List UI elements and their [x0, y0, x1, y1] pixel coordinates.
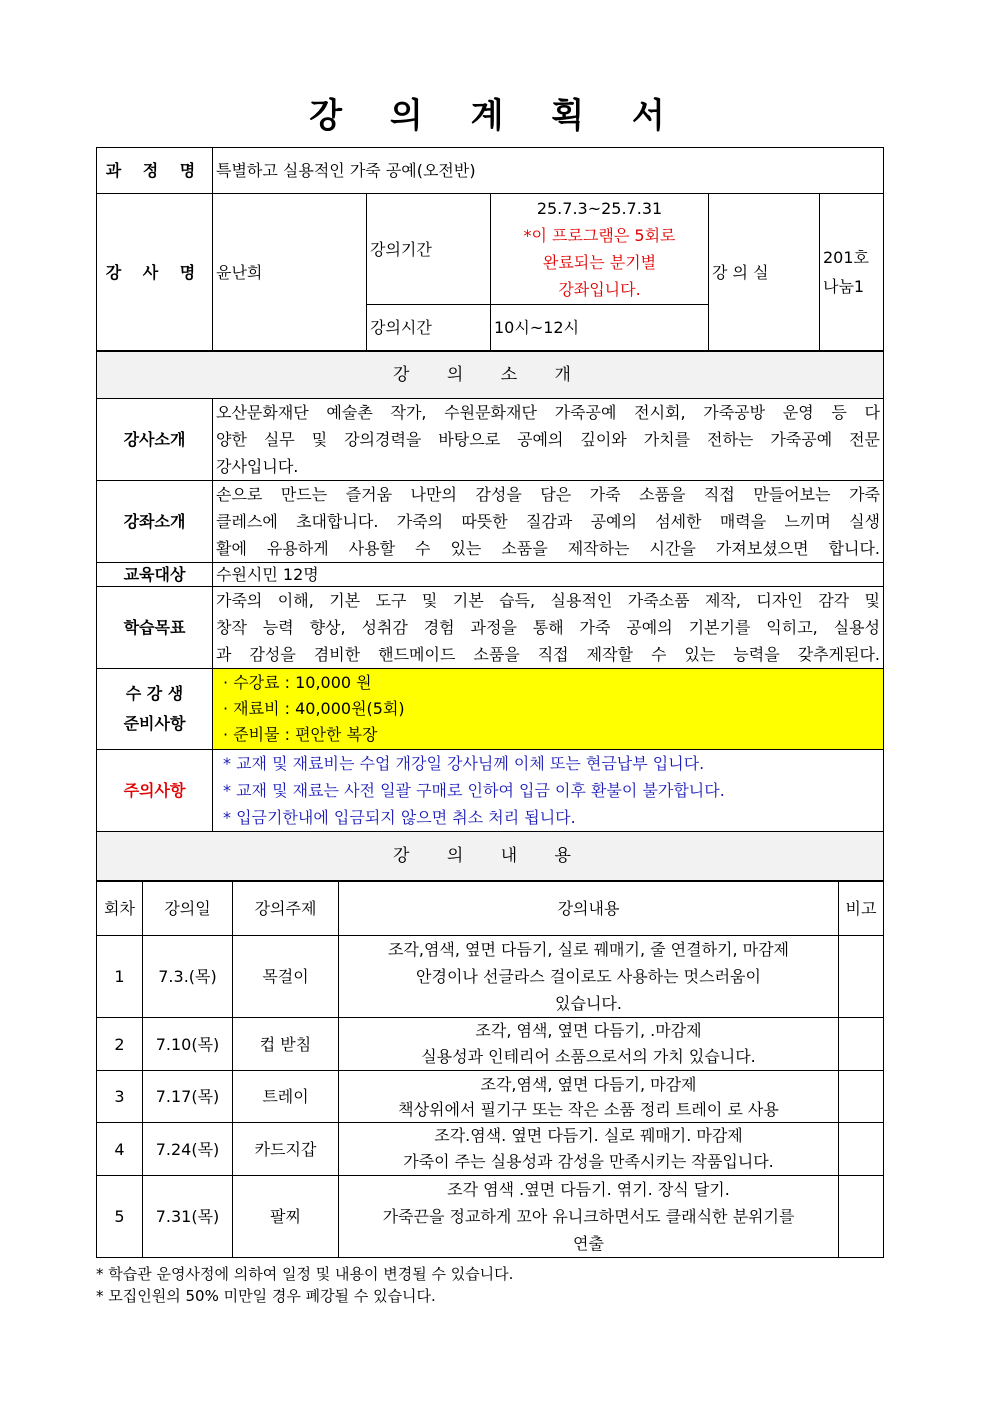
goal-label: 학습목표: [97, 587, 213, 669]
room-label: 강 의 실: [709, 194, 820, 351]
session-number: 3: [97, 1071, 143, 1123]
table-row: [97, 1123, 884, 1176]
document-title: 강 의 계 획 서: [309, 96, 683, 136]
period-note-line-1: *이 프로그램은 5회로: [523, 226, 676, 245]
header-topic: 강의주제: [233, 881, 339, 936]
session-topic: 팔찌: [233, 1176, 339, 1258]
target-value: 수원시민 12명: [213, 563, 884, 587]
instructor-intro-line-2: 양한 실무 및 강의경력을 바탕으로 공예의 깊이와 가치를 전하는 가죽공예 전문: [216, 430, 880, 449]
prep-label-line-1: 수 강 생: [125, 684, 184, 703]
content-line: 조각 염색 .옆면 다듬기. 엮기. 장식 달기.: [447, 1180, 730, 1199]
schedule-table: [96, 880, 884, 1258]
goal-line-2: 창작 능력 향상, 성취감 경험 과정을 통해 가죽 공예의 기본기를 익히고, 실용성: [216, 618, 880, 637]
time-value: 10시~12시: [491, 305, 709, 351]
room-value-cell: [820, 194, 884, 351]
session-number: 5: [97, 1176, 143, 1258]
room-value-line-1: 201호: [823, 248, 869, 267]
footnote-schedule-change: * 학습관 운영사정에 의하여 일정 및 내용이 변경될 수 있습니다.: [96, 1265, 514, 1283]
time-label: 강의시간: [367, 305, 491, 351]
period-value-cell: [491, 194, 709, 305]
session-date: 7.10(목): [143, 1018, 233, 1071]
session-content: [339, 1071, 839, 1123]
table-row: [97, 936, 884, 1018]
goal-line-3: 과 감성을 겸비한 핸드메이드 소품을 직접 제작할 수 있는 능력을 갖추게된다.: [216, 645, 880, 664]
caution-item-2: * 교재 및 재료는 사전 일괄 구매로 인하여 입금 이후 환불이 불가합니다.: [223, 781, 725, 800]
session-topic: 카드지갑: [233, 1123, 339, 1176]
table-row: [97, 1071, 884, 1123]
prep-label-line-2: 준비사항: [123, 714, 186, 733]
intro-table: [96, 351, 884, 882]
prep-items: [213, 669, 884, 750]
instructor-intro-label: 강사소개: [97, 399, 213, 481]
content-line: 안경이나 선글라스 걸이로도 사용하는 멋스러움이: [416, 967, 761, 986]
course-intro-line-1: 손으로 만드는 즐거움 나만의 감성을 담은 가죽 소품을 직접 만들어보는 가죽: [216, 485, 880, 504]
course-intro-line-3: 활에 유용하게 사용할 수 있는 소품을 제작하는 시간을 가져보셨으면 합니다.: [216, 539, 880, 558]
instructor-intro-line-1: 오산문화재단 예술촌 작가, 수원문화재단 가죽공예 전시회, 가죽공방 운영 등 다: [216, 403, 880, 422]
header-session: 회차: [97, 881, 143, 936]
content-line: 가죽끈을 정교하게 꼬아 유니크하면서도 클래식한 분위기를: [382, 1207, 795, 1226]
content-line: 조각,염색, 옆면 다듬기, 실로 꿰매기, 줄 연결하기, 마감제: [387, 940, 790, 959]
session-date: 7.3.(목): [143, 936, 233, 1018]
course-name-value: 특별하고 실용적인 가죽 공예(오전반): [213, 148, 884, 194]
session-date: 7.31(목): [143, 1176, 233, 1258]
instructor-name-value: 윤난희: [213, 194, 367, 351]
session-remarks: [839, 1123, 884, 1176]
header-date: 강의일: [143, 881, 233, 936]
session-date: 7.24(목): [143, 1123, 233, 1176]
period-value: 25.7.3~25.7.31: [536, 199, 663, 218]
caution-item-1: * 교재 및 재료비는 수업 개강일 강사님께 이체 또는 현금납부 입니다.: [223, 754, 705, 773]
session-remarks: [839, 936, 884, 1018]
goal-text: [213, 587, 884, 669]
room-value-line-2: 나눔1: [823, 277, 865, 296]
course-info-table: [96, 147, 884, 351]
period-note-line-2: 완료되는 분기별: [542, 253, 657, 272]
session-topic: 컵 받침: [233, 1018, 339, 1071]
content-section-header: 강 의 내 용: [97, 832, 884, 882]
session-topic: 목걸이: [233, 936, 339, 1018]
caution-items: [213, 750, 884, 832]
intro-section-header: 강 의 소 개: [97, 352, 884, 399]
prep-label: [97, 669, 213, 750]
period-label: 강의기간: [367, 194, 491, 305]
caution-item-3: * 입금기한내에 입금되지 않으면 취소 처리 됩니다.: [223, 808, 576, 827]
prep-item-fee: · 수강료 : 10,000 원: [223, 673, 372, 692]
session-content: [339, 1176, 839, 1258]
instructor-intro-text: [213, 399, 884, 481]
content-line: 조각,염색, 옆면 다듬기, 마감제: [480, 1074, 697, 1094]
prep-item-supplies: · 준비물 : 편안한 복장: [223, 725, 378, 744]
session-number: 1: [97, 936, 143, 1018]
session-remarks: [839, 1018, 884, 1071]
session-date: 7.17(목): [143, 1071, 233, 1123]
session-topic: 트레이: [233, 1071, 339, 1123]
content-line: 가죽이 주는 실용성과 감성을 만족시키는 작품입니다.: [403, 1152, 774, 1171]
session-number: 2: [97, 1018, 143, 1071]
session-content: [339, 1018, 839, 1071]
course-intro-line-2: 클레스에 초대합니다. 가죽의 따뜻한 질감과 공예의 섬세한 매력을 느끼며 실생: [216, 512, 880, 531]
session-remarks: [839, 1071, 884, 1123]
instructor-intro-line-3: 강사입니다.: [216, 457, 299, 476]
course-intro-text: [213, 481, 884, 563]
goal-line-1: 가죽의 이해, 기본 도구 및 기본 습득, 실용적인 가죽소품 제작, 디자인 감각 및: [216, 591, 880, 610]
header-content: 강의내용: [339, 881, 839, 936]
content-line: 조각.염색. 옆면 다듬기. 실로 꿰매기. 마감제: [434, 1126, 743, 1145]
target-label: 교육대상: [97, 563, 213, 587]
footnotes: [96, 1263, 513, 1307]
session-remarks: [839, 1176, 884, 1258]
content-line: 있습니다.: [555, 994, 622, 1013]
session-content: [339, 1123, 839, 1176]
header-remarks: 비고: [839, 881, 884, 936]
table-row: [97, 1176, 884, 1258]
course-name-label: 과 정 명: [97, 148, 213, 194]
session-content: [339, 936, 839, 1018]
course-intro-label: 강좌소개: [97, 481, 213, 563]
footnote-cancellation: * 모집인원의 50% 미만일 경우 폐강될 수 있습니다.: [96, 1287, 436, 1305]
period-note-line-3: 강좌입니다.: [558, 280, 641, 299]
caution-label: 주의사항: [97, 750, 213, 832]
table-row: [97, 1018, 884, 1071]
content-line: 조각, 염색, 옆면 다듬기, .마감제: [475, 1021, 702, 1040]
session-number: 4: [97, 1123, 143, 1176]
content-line: 책상위에서 필기구 또는 작은 소품 정리 트레이 로 사용: [398, 1099, 779, 1119]
content-line: 연출: [573, 1234, 604, 1253]
prep-item-material: · 재료비 : 40,000원(5회): [223, 699, 405, 718]
instructor-name-label: 강 사 명: [97, 194, 213, 351]
content-line: 실용성과 인테리어 소품으로서의 가치 있습니다.: [421, 1047, 756, 1066]
